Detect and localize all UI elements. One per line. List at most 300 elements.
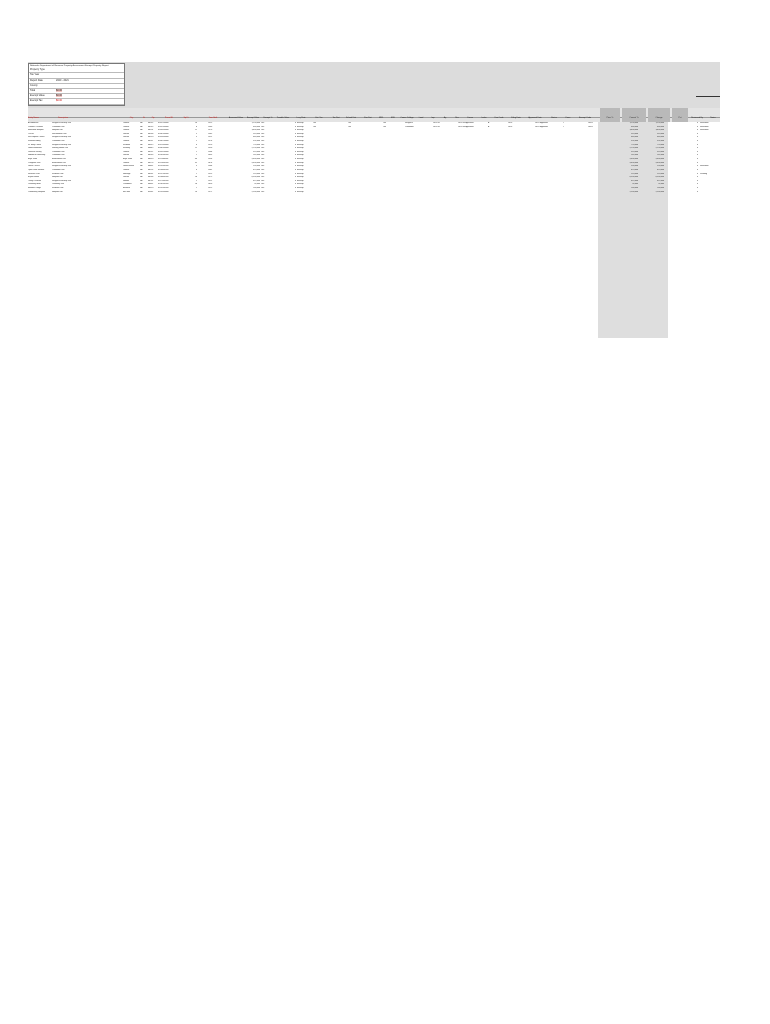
table-cell[interactable]: 0 (696, 165, 698, 168)
table-cell[interactable]: 0 (696, 129, 698, 132)
table-cell[interactable]: Lincoln (123, 176, 129, 179)
table-cell[interactable]: Yes (383, 125, 387, 128)
table-cell[interactable]: 100 (261, 150, 265, 153)
table-cell[interactable]: 0 (696, 147, 698, 150)
table-cell[interactable]: Kearney (123, 147, 131, 150)
column-header[interactable]: Status (551, 117, 557, 120)
column-header[interactable]: Res (455, 117, 459, 120)
table-cell[interactable]: 870,000 (631, 168, 638, 171)
table-cell[interactable]: 210,000 (253, 172, 260, 175)
table-cell[interactable]: 2005 (208, 154, 213, 157)
column-header[interactable]: Prior Yr (600, 108, 620, 122)
table-cell[interactable]: 0 (294, 158, 296, 161)
table-cell[interactable]: NE (140, 179, 143, 182)
table-cell[interactable]: 18 (194, 183, 197, 186)
table-cell[interactable]: 2,150,000 (629, 147, 638, 150)
table-cell[interactable]: 3 (195, 165, 197, 168)
table-cell[interactable]: 1 (195, 186, 197, 189)
table-cell[interactable]: 3 (195, 136, 197, 139)
table-cell[interactable]: 2019-02 (433, 125, 440, 128)
column-header[interactable]: Exempt Value (246, 117, 260, 120)
table-cell[interactable]: Exempt (297, 132, 304, 135)
table-cell[interactable]: 68178 (148, 161, 154, 164)
table-cell[interactable]: 145,000 (631, 154, 638, 157)
table-cell[interactable]: 6,300,000 (629, 176, 638, 179)
table-cell[interactable]: Charitable Use (52, 140, 65, 143)
table-cell[interactable]: 0 (696, 125, 698, 128)
table-cell[interactable]: 100 (261, 122, 265, 124)
table-cell[interactable]: 68025 (148, 143, 154, 146)
table-cell[interactable]: 100% (588, 125, 593, 128)
table-cell[interactable]: Omaha (123, 140, 130, 143)
table-cell[interactable]: 0101200000 (158, 122, 169, 124)
table-cell[interactable]: 0 (696, 179, 698, 182)
column-header[interactable]: ESU (390, 117, 396, 120)
table-cell[interactable]: Charitable (405, 125, 414, 128)
table-cell[interactable]: 68601 (148, 183, 154, 186)
table-cell[interactable]: 0111300000 (158, 158, 169, 161)
table-cell[interactable]: 1982 (208, 168, 213, 171)
table-cell[interactable]: 640,000 (657, 136, 664, 139)
column-header[interactable]: Change (648, 108, 670, 122)
table-cell[interactable]: 0106700000 (158, 140, 169, 143)
table-cell[interactable]: Bryan Health (28, 176, 39, 179)
table-cell[interactable]: 100 (261, 143, 265, 146)
column-header[interactable]: Parcel ID (164, 117, 174, 120)
table-cell[interactable]: NE (140, 172, 143, 175)
table-cell[interactable]: 0 (294, 190, 296, 193)
table-cell[interactable]: 6,300,000 (655, 176, 664, 179)
table-cell[interactable]: 1972 (208, 190, 213, 193)
table-cell[interactable]: 68107 (148, 140, 154, 143)
column-header[interactable]: NRD (378, 117, 384, 120)
table-cell[interactable]: 0 (294, 122, 296, 124)
table-cell[interactable]: Exempt (297, 176, 304, 179)
table-cell[interactable]: 0105600000 (158, 136, 169, 139)
table-cell[interactable]: 68510 (148, 136, 154, 139)
table-cell[interactable]: 0103400000 (158, 129, 169, 132)
table-cell[interactable]: 100 (261, 154, 265, 157)
table-cell[interactable]: 310,000 (657, 150, 664, 153)
table-cell[interactable]: Yes (348, 125, 352, 128)
column-header[interactable]: Ag (443, 117, 447, 120)
table-cell[interactable]: 0 (294, 168, 296, 171)
table-cell[interactable]: Nursing Home Use (52, 147, 68, 150)
table-cell[interactable]: Charitable Use (52, 154, 65, 157)
table-cell[interactable]: 0 (294, 161, 296, 164)
table-cell[interactable]: Exempt (297, 172, 304, 175)
table-cell[interactable]: Omaha (123, 168, 130, 171)
column-header[interactable]: Zip (151, 117, 155, 120)
table-cell[interactable]: Masonic Lodge (28, 186, 41, 189)
column-header[interactable]: Comm College (400, 117, 414, 120)
table-cell[interactable]: Habitat for Humanity (28, 154, 46, 157)
table-cell[interactable]: Good Samaritan (28, 147, 42, 150)
table-cell[interactable]: 1878 (208, 161, 213, 164)
column-header[interactable]: Reviewed By (691, 117, 703, 120)
table-cell[interactable]: Exempt (297, 140, 304, 143)
table-cell[interactable]: Exempt (297, 190, 304, 193)
table-cell[interactable]: 0 (696, 158, 698, 161)
table-cell[interactable]: Fraternal Use (52, 172, 64, 175)
table-cell[interactable]: 0 (696, 122, 698, 124)
table-cell[interactable]: NE (140, 143, 143, 146)
table-cell[interactable]: 1922 (208, 179, 213, 182)
table-cell[interactable]: 0118100000 (158, 183, 169, 186)
table-cell[interactable]: St. Mary Parish (28, 143, 41, 146)
table-cell[interactable]: 720,000 (253, 143, 260, 146)
table-cell[interactable]: 2021 Approved (535, 122, 548, 124)
table-cell[interactable]: Exempt (297, 168, 304, 171)
table-cell[interactable]: NE (140, 136, 143, 139)
table-cell[interactable]: Lincoln (123, 154, 129, 157)
table-cell[interactable]: Y (563, 122, 565, 124)
table-cell[interactable]: 95,000 (632, 183, 638, 186)
column-header[interactable]: Form (565, 117, 571, 120)
table-cell[interactable]: 68503 (148, 154, 154, 157)
table-cell[interactable]: 1952 (208, 136, 213, 139)
table-cell[interactable]: 100 (261, 147, 265, 150)
column-header[interactable]: City (129, 117, 134, 120)
table-cell[interactable]: Fraternal Use (52, 186, 64, 189)
table-cell[interactable]: 640,000 (631, 136, 638, 139)
table-cell[interactable]: 0 (294, 143, 296, 146)
table-cell[interactable]: Charitable Use (52, 125, 65, 128)
table-cell[interactable]: 640,000 (253, 136, 260, 139)
column-header[interactable]: Pct (672, 108, 688, 122)
table-cell[interactable]: 0109100000 (158, 150, 169, 153)
table-cell[interactable]: 100 (261, 129, 265, 132)
table-cell[interactable]: Cemetery Use (52, 183, 65, 186)
table-cell[interactable]: 3,800,000 (655, 129, 664, 132)
table-cell[interactable]: 0 (294, 125, 296, 128)
table-cell[interactable]: 1985 (208, 132, 213, 135)
table-cell[interactable]: 100 (261, 179, 265, 182)
table-cell[interactable]: 100 (261, 190, 265, 193)
table-cell[interactable]: 0 (294, 136, 296, 139)
table-cell[interactable]: 100 (261, 168, 265, 171)
table-cell[interactable]: NE (140, 183, 143, 186)
table-cell[interactable]: Educational Use (52, 161, 66, 164)
table-cell[interactable]: NE (140, 150, 143, 153)
table-cell[interactable]: 910,000 (253, 132, 260, 135)
table-cell[interactable]: 40 (194, 158, 197, 161)
table-cell[interactable]: Pending (700, 172, 707, 175)
table-cell[interactable]: Reviewed (700, 125, 709, 128)
table-cell[interactable]: 0 (696, 172, 698, 175)
table-cell[interactable]: 8 (195, 125, 197, 128)
table-cell[interactable]: 415,000 (631, 179, 638, 182)
table-cell[interactable]: 100 (261, 165, 265, 168)
table-cell[interactable]: 0 (696, 176, 698, 179)
column-header[interactable]: Comm (467, 117, 473, 120)
table-cell[interactable]: Hospital Use (52, 190, 63, 193)
table-cell[interactable]: 0 (294, 150, 296, 153)
table-cell[interactable]: Exempt (297, 147, 304, 150)
table-cell[interactable]: 0 (294, 186, 296, 189)
table-cell[interactable]: Exempt (297, 136, 304, 139)
table-cell[interactable]: 0 (696, 190, 698, 193)
table-cell[interactable]: A (488, 122, 490, 124)
table-cell[interactable]: 0110200000 (158, 154, 169, 157)
table-cell[interactable]: 415,000 (253, 179, 260, 182)
table-cell[interactable]: 180,000 (631, 186, 638, 189)
table-cell[interactable]: Religious Worship Use (52, 143, 72, 146)
table-cell[interactable]: Norfolk (123, 179, 129, 182)
table-cell[interactable]: 210,000 (657, 172, 664, 175)
table-cell[interactable]: Omaha (123, 125, 130, 128)
table-cell[interactable]: 100 (261, 158, 265, 161)
table-cell[interactable]: McCook (123, 190, 130, 193)
table-cell[interactable]: 68508 (148, 132, 154, 135)
table-cell[interactable]: 415,000 (657, 179, 664, 182)
table-cell[interactable]: Veterans Post (28, 172, 40, 175)
table-cell[interactable]: 0 (696, 154, 698, 157)
column-header[interactable]: Assessed Value (228, 117, 244, 120)
column-header[interactable]: Year Built (208, 117, 218, 120)
table-cell[interactable]: Omaha (123, 129, 130, 132)
table-cell[interactable]: 0 (696, 183, 698, 186)
table-cell[interactable]: 0 (696, 150, 698, 153)
table-cell[interactable]: 0 (696, 161, 698, 164)
table-cell[interactable]: 9,400,000 (251, 161, 260, 164)
table-cell[interactable]: NE (140, 147, 143, 150)
table-cell[interactable]: 720,000 (631, 143, 638, 146)
table-cell[interactable]: 3,800,000 (251, 129, 260, 132)
table-cell[interactable]: 1990 (208, 147, 213, 150)
table-cell[interactable]: 2,150,000 (251, 147, 260, 150)
table-cell[interactable]: 0113500000 (158, 165, 169, 168)
table-cell[interactable]: 0114600000 (158, 168, 169, 171)
meta-value[interactable]: $0.00 (56, 94, 62, 98)
table-cell[interactable]: 0 (294, 154, 296, 157)
column-header[interactable]: Description (58, 117, 69, 120)
table-cell[interactable]: Boys Town (28, 158, 38, 161)
table-cell[interactable]: Catholic Charities (28, 125, 43, 128)
column-header[interactable]: Tax Dist (332, 117, 340, 120)
table-cell[interactable]: Y (563, 125, 565, 128)
table-cell[interactable]: 2021 Approved (535, 125, 548, 128)
table-cell[interactable]: 395,000 (657, 140, 664, 143)
table-cell[interactable]: 10 (194, 190, 197, 193)
table-cell[interactable]: Columbus (123, 183, 132, 186)
table-cell[interactable]: 0117900000 (158, 179, 169, 182)
table-cell[interactable]: 100 (261, 186, 265, 189)
table-cell[interactable]: 1915 (208, 186, 213, 189)
table-cell[interactable]: 9,400,000 (629, 161, 638, 164)
table-cell[interactable]: 5,600,000 (655, 158, 664, 161)
table-cell[interactable]: Reviewed (700, 129, 709, 132)
table-cell[interactable]: Exempt (297, 158, 304, 161)
column-header[interactable]: St (143, 117, 145, 120)
table-cell[interactable]: Reviewed (700, 122, 709, 124)
table-cell[interactable]: Omaha (123, 150, 130, 153)
table-cell[interactable]: 2019-04 Approved (458, 125, 474, 128)
table-cell[interactable]: 68131 (148, 150, 154, 153)
table-cell[interactable]: 1936 (208, 158, 213, 161)
table-cell[interactable]: 2,900,000 (251, 190, 260, 193)
table-cell[interactable]: 100 (261, 140, 265, 143)
table-cell[interactable]: 1,250,000 (629, 122, 638, 124)
table-cell[interactable]: Lincoln (123, 132, 129, 135)
table-cell[interactable]: 1890 (208, 183, 213, 186)
table-cell[interactable]: 68105 (148, 125, 154, 128)
table-cell[interactable]: 0 (696, 140, 698, 143)
table-cell[interactable]: 0112400000 (158, 161, 169, 164)
table-cell[interactable]: Exempt (297, 143, 304, 146)
table-cell[interactable]: 14 (194, 122, 197, 124)
table-cell[interactable]: NE (140, 186, 143, 189)
table-cell[interactable]: 310,000 (631, 150, 638, 153)
table-cell[interactable]: Exempt (297, 165, 304, 168)
table-cell[interactable]: 2,900,000 (655, 190, 664, 193)
table-cell[interactable]: 2020 (508, 122, 513, 124)
table-cell[interactable]: NE (140, 122, 143, 124)
table-cell[interactable]: 395,000 (631, 140, 638, 143)
table-cell[interactable]: Fremont (123, 143, 131, 146)
table-cell[interactable]: 1 (195, 172, 197, 175)
table-cell[interactable]: 0104500000 (158, 132, 169, 135)
table-cell[interactable]: 395,000 (253, 140, 260, 143)
table-cell[interactable]: 0102300000 (158, 125, 169, 128)
column-header[interactable]: Indus (481, 117, 487, 120)
table-cell[interactable]: 6 (195, 143, 197, 146)
table-cell[interactable]: Exempt (297, 122, 304, 124)
meta-value[interactable]: $0.00 (56, 88, 62, 92)
table-cell[interactable]: Religious Worship Use (52, 122, 72, 124)
table-cell[interactable]: 0 (294, 172, 296, 175)
table-cell[interactable]: 2 (195, 179, 197, 182)
table-cell[interactable]: 1925 (208, 122, 213, 124)
table-cell[interactable]: Boys Town (123, 158, 133, 161)
table-cell[interactable]: NE (140, 165, 143, 168)
table-cell[interactable]: 1 (195, 154, 197, 157)
table-cell[interactable]: 100% (588, 122, 593, 124)
table-cell[interactable]: 0 (294, 132, 296, 135)
meta-value[interactable]: $0.00 (56, 99, 62, 103)
table-cell[interactable]: 68010 (148, 158, 154, 161)
table-cell[interactable]: 100 (261, 172, 265, 175)
table-cell[interactable]: 530,000 (253, 165, 260, 168)
table-cell[interactable]: 0116800000 (158, 176, 169, 179)
column-header[interactable]: Taxable Value (276, 117, 290, 120)
table-cell[interactable]: YMCA (28, 132, 34, 135)
table-cell[interactable]: 2019-03 Approved (458, 122, 474, 124)
table-cell[interactable]: Methodist Hospital (28, 129, 44, 132)
table-cell[interactable]: Creighton Univ (28, 161, 41, 164)
column-header[interactable]: Filing Date (511, 117, 521, 120)
table-cell[interactable]: 0115700000 (158, 172, 169, 175)
table-cell[interactable]: 210,000 (631, 172, 638, 175)
table-cell[interactable]: Salvation Army (28, 140, 41, 143)
table-cell[interactable]: NE (140, 168, 143, 171)
table-cell[interactable]: 100 (261, 132, 265, 135)
table-cell[interactable]: Yes (313, 122, 317, 124)
table-cell[interactable]: NE (140, 176, 143, 179)
table-cell[interactable]: 1910 (208, 143, 213, 146)
table-cell[interactable]: Exempt (297, 161, 304, 164)
column-header[interactable]: Exempt Code (578, 117, 592, 120)
table-cell[interactable]: Charitable Use (52, 168, 65, 171)
table-cell[interactable]: 180,000 (253, 186, 260, 189)
table-cell[interactable]: 100 (261, 161, 265, 164)
column-header[interactable]: Fire Dist (364, 117, 372, 120)
table-cell[interactable]: 310,000 (253, 150, 260, 153)
table-cell[interactable]: 0 (696, 132, 698, 135)
table-cell[interactable]: Omaha (123, 122, 130, 124)
column-header[interactable]: Notes (710, 117, 716, 120)
table-cell[interactable]: 1955 (208, 172, 213, 175)
table-cell[interactable]: 28 (194, 176, 197, 179)
table-cell[interactable]: 100 (261, 183, 265, 186)
table-cell[interactable]: Grace Church (28, 165, 40, 168)
table-cell[interactable]: Archdiocese (28, 122, 39, 124)
table-cell[interactable]: 0 (294, 147, 296, 150)
table-cell[interactable]: 0 (696, 168, 698, 171)
table-row[interactable] (28, 191, 720, 195)
table-cell[interactable]: First Baptist Church (28, 136, 45, 139)
table-cell[interactable]: NE (140, 154, 143, 157)
table-cell[interactable]: Religious (405, 122, 413, 124)
table-cell[interactable]: NE (140, 161, 143, 164)
table-cell[interactable]: 870,000 (657, 168, 664, 171)
table-cell[interactable]: 1 (195, 150, 197, 153)
table-cell[interactable]: 0 (696, 143, 698, 146)
table-cell[interactable]: Yes (383, 122, 387, 124)
table-cell[interactable]: 95,000 (658, 183, 664, 186)
table-cell[interactable]: 180,000 (657, 186, 664, 189)
table-cell[interactable]: 5,600,000 (251, 158, 260, 161)
table-cell[interactable]: Exempt (297, 186, 304, 189)
table-cell[interactable]: Exempt (297, 154, 304, 157)
table-cell[interactable]: 5,600,000 (629, 158, 638, 161)
table-cell[interactable]: Recreational Use (52, 132, 67, 135)
table-cell[interactable]: 68102 (148, 122, 154, 124)
table-cell[interactable]: Reviewed (700, 165, 709, 168)
table-cell[interactable]: Lutheran Family (28, 150, 42, 153)
table-cell[interactable]: 480,000 (657, 125, 664, 128)
table-cell[interactable]: 0107800000 (158, 143, 169, 146)
table-cell[interactable]: 1968 (208, 150, 213, 153)
column-header[interactable]: Approved Date (528, 117, 542, 120)
table-cell[interactable]: 2,900,000 (629, 190, 638, 193)
table-cell[interactable]: Exempt (297, 125, 304, 128)
column-header[interactable]: Levy Rate (296, 117, 306, 120)
column-header[interactable]: Use Code (494, 117, 504, 120)
meta-value[interactable]: 2020 - 2021 (56, 78, 69, 82)
table-cell[interactable]: 0 (294, 179, 296, 182)
table-cell[interactable]: 1975 (208, 176, 213, 179)
table-cell[interactable]: 68701 (148, 179, 154, 182)
column-header[interactable]: School Dist (345, 117, 357, 120)
table-cell[interactable]: 480,000 (253, 125, 260, 128)
table-cell[interactable]: 0 (696, 186, 698, 189)
table-cell[interactable]: Hospital Use (52, 129, 63, 132)
table-cell[interactable]: 3,800,000 (629, 129, 638, 132)
table-cell[interactable]: Exempt (297, 129, 304, 132)
table-cell[interactable]: 68310 (148, 186, 154, 189)
table-cell[interactable]: 145,000 (253, 154, 260, 157)
table-cell[interactable]: 720,000 (657, 143, 664, 146)
table-cell[interactable]: 12 (194, 147, 197, 150)
table-cell[interactable]: 100 (261, 136, 265, 139)
table-cell[interactable]: Educational Use (52, 158, 66, 161)
table-cell[interactable]: 68506 (148, 176, 154, 179)
table-cell[interactable]: 68801 (148, 165, 154, 168)
table-cell[interactable]: 1,250,000 (251, 122, 260, 124)
table-cell[interactable]: Exempt (297, 150, 304, 153)
table-cell[interactable]: 2019-01 (433, 122, 440, 124)
